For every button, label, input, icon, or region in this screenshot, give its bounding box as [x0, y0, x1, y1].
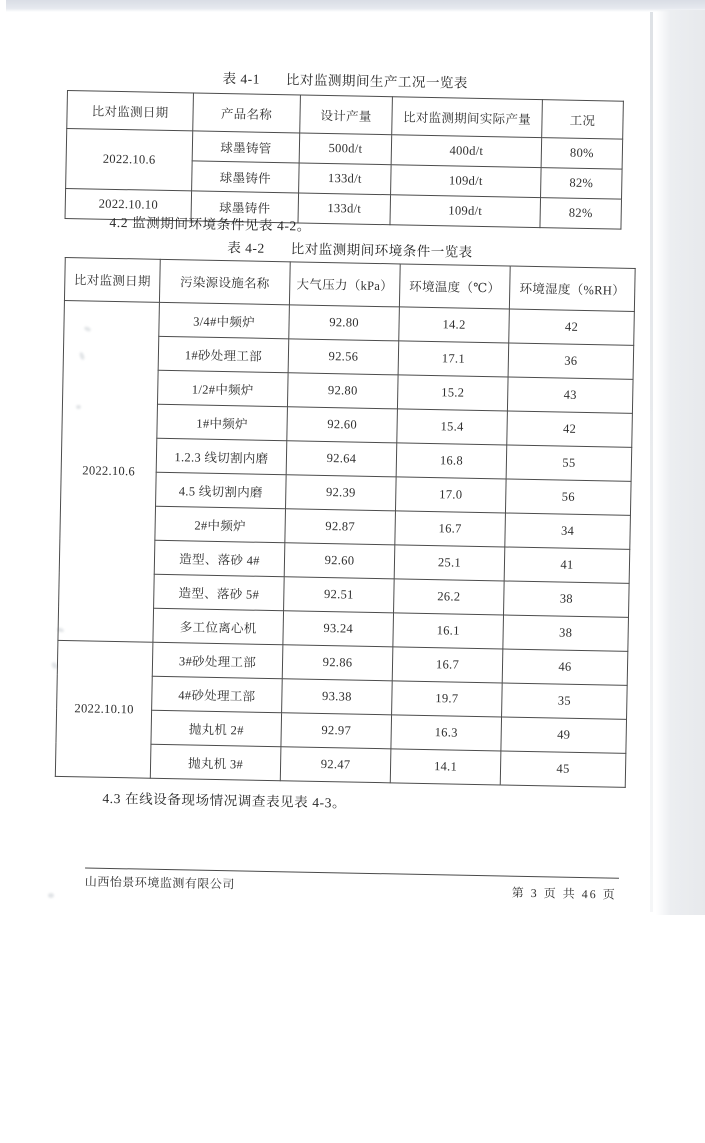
humidity-cell: 42 — [507, 411, 633, 447]
facility-name-cell: 造型、落砂 5# — [154, 574, 285, 610]
temperature-cell: 17.1 — [398, 341, 509, 377]
design-output-cell: 133d/t — [298, 193, 391, 225]
pressure-cell: 92.80 — [289, 305, 400, 341]
humidity-cell: 38 — [503, 615, 629, 651]
facility-name-cell: 3#砂处理工部 — [152, 642, 283, 678]
footer-page-number: 第 3 页 共 46 页 — [511, 885, 617, 902]
facility-name-cell: 抛丸机 3# — [150, 744, 281, 780]
environment-conditions-table — [55, 257, 636, 788]
col-header-load: 工况 — [542, 100, 624, 140]
pressure-cell: 92.39 — [286, 475, 397, 511]
pressure-cell: 92.56 — [288, 339, 399, 375]
pressure-cell: 93.24 — [283, 611, 394, 647]
date-cell: 2022.10.10 — [55, 640, 153, 778]
facility-name-cell: 抛丸机 2# — [151, 710, 282, 746]
facility-name-cell: 1.2.3 线切割内磨 — [156, 438, 287, 474]
table1-caption-label: 表 4-1 — [222, 70, 261, 87]
col-header-actual-output: 比对监测期间实际产量 — [392, 97, 543, 138]
pressure-cell: 92.64 — [286, 441, 397, 477]
design-output-cell: 133d/t — [299, 163, 392, 195]
col-header-facility-name: 污染源设施名称 — [159, 259, 290, 304]
humidity-cell: 42 — [509, 309, 635, 345]
facility-name-cell: 造型、落砂 4# — [154, 540, 285, 576]
design-output-cell: 500d/t — [299, 133, 392, 165]
col-header-monitor-date: 比对监测日期 — [67, 91, 194, 131]
humidity-cell: 46 — [502, 649, 628, 685]
temperature-cell: 16.1 — [393, 613, 504, 649]
product-cell: 球墨铸件 — [191, 191, 299, 223]
col-header-product-name: 产品名称 — [193, 93, 301, 133]
footer-company-name: 山西怡景环境监测有限公司 — [84, 874, 235, 892]
pressure-cell: 92.47 — [280, 747, 391, 783]
humidity-cell: 43 — [507, 377, 633, 413]
humidity-cell: 36 — [508, 343, 634, 379]
temperature-cell: 16.3 — [391, 715, 502, 751]
pressure-cell: 92.80 — [287, 373, 398, 409]
facility-name-cell: 1/2#中频炉 — [157, 370, 288, 406]
humidity-cell: 35 — [502, 683, 628, 719]
humidity-cell: 45 — [500, 751, 626, 787]
facility-name-cell: 1#中频炉 — [157, 404, 288, 440]
pressure-cell: 92.87 — [285, 509, 396, 545]
humidity-cell: 41 — [504, 547, 630, 583]
facility-name-cell: 4.5 线切割内磨 — [156, 472, 287, 508]
temperature-cell: 16.8 — [396, 443, 507, 479]
section-4-2-text: 4.2 监测期间环境条件见表 4-2。 — [109, 214, 312, 234]
temperature-cell: 14.1 — [390, 749, 501, 785]
table2-caption-title: 比对监测期间环境条件一览表 — [290, 241, 473, 260]
date-cell: 2022.10.10 — [65, 188, 192, 220]
table1-caption-title: 比对监测期间生产工况一览表 — [285, 72, 469, 91]
product-cell: 球墨铸件 — [192, 161, 300, 193]
temperature-cell: 14.2 — [399, 307, 510, 343]
facility-name-cell: 2#中频炉 — [155, 506, 286, 542]
table1-caption — [67, 64, 623, 95]
facility-name-cell: 3/4#中频炉 — [159, 302, 290, 338]
temperature-cell: 19.7 — [392, 681, 503, 717]
facility-name-cell: 4#砂处理工部 — [152, 676, 283, 712]
temperature-cell: 15.4 — [397, 409, 508, 445]
facility-name-cell: 1#砂处理工部 — [158, 336, 289, 372]
date-cell: 2022.10.6 — [66, 129, 193, 191]
pressure-cell: 92.60 — [287, 407, 398, 443]
temperature-cell: 16.7 — [395, 511, 506, 547]
section-4-3-text: 4.3 在线设备现场情况调查表见表 4-3。 — [102, 790, 347, 811]
production-conditions-table — [65, 90, 624, 230]
humidity-cell: 55 — [506, 445, 632, 481]
temperature-cell: 16.7 — [392, 647, 503, 683]
pressure-cell: 92.97 — [281, 713, 392, 749]
pressure-cell: 92.86 — [282, 645, 393, 681]
date-cell: 2022.10.6 — [58, 300, 160, 642]
actual-output-cell: 400d/t — [391, 135, 542, 168]
temperature-cell: 17.0 — [395, 477, 506, 513]
pressure-cell: 92.60 — [284, 543, 395, 579]
actual-output-cell: 109d/t — [390, 195, 541, 228]
facility-name-cell: 多工位离心机 — [153, 608, 284, 644]
pressure-cell: 92.51 — [284, 577, 395, 613]
product-cell: 球墨铸管 — [192, 131, 300, 163]
table2-caption-label: 表 4-2 — [227, 240, 265, 256]
humidity-cell: 56 — [505, 479, 631, 515]
load-cell: 82% — [541, 168, 623, 200]
col-header-monitor-date: 比对监测日期 — [64, 257, 160, 302]
pressure-cell: 93.38 — [282, 679, 393, 715]
load-cell: 82% — [540, 198, 622, 230]
col-header-temperature: 环境温度（℃） — [399, 264, 510, 309]
humidity-cell: 38 — [504, 581, 630, 617]
col-header-pressure: 大气压力（kPa） — [289, 262, 400, 307]
actual-output-cell: 109d/t — [391, 165, 542, 198]
humidity-cell: 49 — [501, 717, 627, 753]
temperature-cell: 25.1 — [394, 545, 505, 581]
temperature-cell: 15.2 — [397, 375, 508, 411]
humidity-cell: 34 — [505, 513, 631, 549]
col-header-humidity: 环境湿度（%RH） — [509, 266, 635, 311]
col-header-design-output: 设计产量 — [300, 95, 393, 135]
temperature-cell: 26.2 — [394, 579, 505, 615]
load-cell: 80% — [541, 138, 623, 170]
